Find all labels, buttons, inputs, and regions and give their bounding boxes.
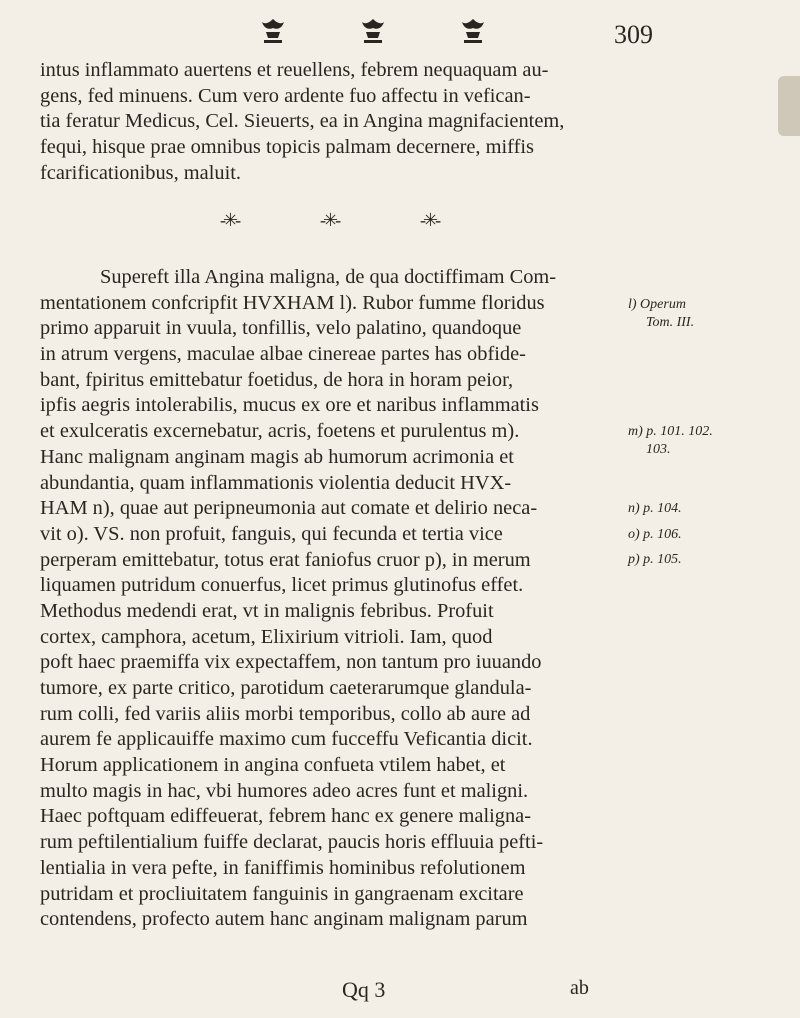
- text-line: multo magis in hac, vbi humores adeo acres funt et maligni.: [40, 779, 529, 802]
- asterism-icon: -✳-: [320, 210, 339, 230]
- text-line: gens, fed minuens. Cum vero ardente fuo affectu in vefican-: [40, 84, 531, 107]
- text-line: putridam et procliuitatem fanguinis in gangraenam excitare: [40, 882, 524, 905]
- text-line: abundantia, quam inflammationis violentia deducit HVX-: [40, 471, 512, 494]
- text-line: cortex, camphora, acetum, Elixirium vitrioli. Iam, quod: [40, 625, 493, 648]
- text-line: fcarificationibus, maluit.: [40, 161, 242, 184]
- text-line: perperam emittebatur, totus erat faniofus cruor p), in merum: [40, 548, 531, 571]
- margin-note: o) p. 106.: [628, 527, 682, 542]
- text-line: in atrum vergens, maculae albae cinereae partes has obfide-: [40, 343, 526, 366]
- text-line: poft haec praemiffa vix expectaffem, non tantum pro iuuando: [40, 651, 542, 674]
- margin-note: n) p. 104.: [628, 501, 682, 516]
- fleuron-icon: [458, 16, 488, 46]
- margin-note: m) p. 101. 102.: [628, 424, 713, 439]
- signature-mark: Qq 3: [342, 977, 386, 1002]
- fleuron-icon: [358, 16, 388, 46]
- text-line: Haec poftquam ediffeuerat, febrem hanc ex genere maligna-: [40, 805, 532, 828]
- text-line: aurem fe applicauiffe maximo cum fucceffu Veficantia dicit.: [40, 728, 533, 751]
- text-line: ipfis aegris intolerabilis, mucus ex ore et naribus inflammatis: [40, 394, 539, 417]
- text-line: contendens, profecto autem hanc anginam malignam parum: [40, 908, 528, 931]
- margin-note: l) Operum: [628, 297, 686, 312]
- asterism-icon: -✳-: [220, 210, 239, 230]
- text-line: bant, fpiritus emittebatur foetidus, de hora in horam peior,: [40, 368, 514, 391]
- text-line: rum peftilentialium fuiffe declarat, paucis horis effluuia pefti-: [40, 831, 544, 854]
- text-line: Horum applicationem in angina confueta vtilem habet, et: [40, 754, 506, 777]
- text-line: fequi, hisque prae omnibus topicis palmam decernere, miffis: [40, 136, 534, 159]
- text-line: primo apparuit in vuula, tonfillis, velo palatino, quandoque: [40, 317, 522, 340]
- paragraph-1: [40, 58, 622, 186]
- text-line: intus inflammato auertens et reuellens, febrem nequaquam au-: [40, 59, 549, 81]
- margin-note: 103.: [646, 442, 671, 457]
- fleuron-icon: [258, 16, 288, 46]
- page-number: 309: [614, 20, 653, 49]
- text-line: HAM n), quae aut peripneumonia aut comate et delirio neca-: [40, 497, 538, 520]
- text-line: Methodus medendi erat, vt in malignis febribus. Profuit: [40, 599, 494, 622]
- text-line: liquamen putridum conuerfus, licet primus glutinofus effet.: [40, 574, 524, 597]
- margin-note: p) p. 105.: [628, 552, 682, 567]
- text-line: tumore, ex parte critico, parotidum caeterarumque glandula-: [40, 677, 532, 699]
- text-line: Hanc malignam anginam magis ab humorum acrimonia et: [40, 445, 514, 468]
- paragraph-2: [40, 265, 622, 933]
- text-line: vit o). VS. non profuit, fanguis, qui fecunda et tertia vice: [40, 522, 503, 545]
- text-line: rum colli, fed variis aliis morbi temporibus, collo ab aure ad: [40, 702, 531, 725]
- text-line: Supereft illa Angina maligna, de qua doctiffimam Com-: [100, 266, 557, 288]
- page-header: [0, 14, 800, 54]
- asterism-icon: -✳-: [420, 210, 439, 230]
- page-tab-mark: [778, 76, 800, 136]
- text-line: tia feratur Medicus, Cel. Sieuerts, ea in Angina magnifacientem,: [40, 110, 565, 133]
- section-separator: [220, 210, 460, 234]
- text-line: mentationem confcripfit HVXHAM l). Rubor fumme floridus: [40, 291, 545, 314]
- text-line: lentialia in vera pefte, in faniffimis hominibus refolutionem: [40, 856, 526, 879]
- catchword: ab: [570, 977, 589, 999]
- margin-note: Tom. III.: [646, 315, 695, 330]
- text-line: et exulceratis excernebatur, acris, foetens et purulentus m).: [40, 420, 520, 443]
